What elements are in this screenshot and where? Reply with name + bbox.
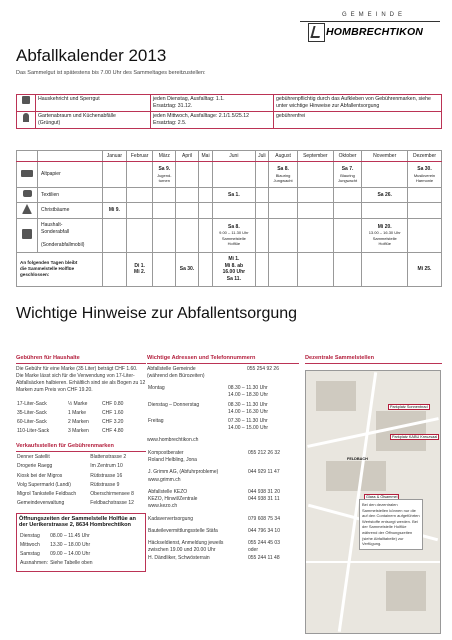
calendar-cell [198, 252, 212, 286]
calendar-month: August [269, 151, 298, 162]
table-cell: 09.00 – 14.00 Uhr [50, 551, 91, 557]
website-link[interactable]: www.hombrechtikon.ch [147, 436, 199, 443]
office-hours-table [147, 384, 297, 434]
table-cell: ½ Marke [67, 400, 88, 407]
table-row [19, 550, 94, 559]
table-cell: Blattenstrasse 2 [90, 454, 127, 460]
shops-heading: Verkaufsstellen für Gebührenmarken [16, 442, 114, 449]
table-row [147, 515, 297, 527]
table-cell: 08.30 – 11.30 Uhr 14.00 – 18.30 Uhr [228, 385, 269, 399]
table-row [17, 112, 442, 129]
collection-points-map [305, 370, 441, 634]
page-title: Abfallkalender 2013 [16, 46, 167, 65]
table-row [147, 449, 297, 469]
table-cell: Häckseldienst, Anmeldung jeweils zwischen 19.00 und 20.00 Uhr H. Dändliker, Schwösterrain [148, 540, 224, 561]
table-cell: gebührenpflichtig durch das Aufkleben von Gebührenmarken, siehe unter wichtige Hinweise zur Abfallentsorgung [274, 95, 442, 112]
table-row [16, 409, 136, 418]
table-cell: Rütistrasse 9 [90, 481, 120, 488]
table-row [16, 472, 144, 481]
table-cell: Dienstag [20, 532, 40, 539]
crest-icon [308, 23, 325, 42]
table-cell: jeden Mittwoch, Ausfalltage: 2.1/1.5/25.12 Ersatztag: 2.5. [151, 112, 274, 129]
calendar-cell [297, 252, 333, 286]
calendar-cell [362, 252, 408, 286]
table-cell: 2 Marken [67, 419, 89, 425]
calendar-cell [362, 162, 408, 188]
logo-gemeinde-text: GEMEINDE [342, 12, 407, 18]
calendar-cell [153, 203, 176, 219]
calendar-cell: Sa 30. [176, 252, 199, 286]
table-cell: gebührenfrei [274, 112, 442, 129]
table-cell: 60-Liter-Sack [17, 419, 47, 425]
calendar-cell [255, 252, 269, 286]
table-cell: Abfallstelle KEZO KEZO, Hinwil/Zentrale www.kezo.ch [148, 488, 198, 510]
table-row [147, 539, 297, 566]
map-heading: Dezentrale Sammelstellen [305, 355, 375, 361]
calendar-month: Oktober [333, 151, 362, 162]
calendar-cell [269, 188, 298, 203]
table-cell: 044 938 31 20 044 938 31 11 [248, 488, 280, 502]
table-cell: Kiosk bei der Migros [17, 472, 63, 479]
table-cell: 07.30 – 11.30 Uhr 14.00 – 15.00 Uhr [228, 418, 269, 432]
table-row [16, 400, 136, 409]
calendar-month: Juli [255, 151, 269, 162]
table-cell: Feldbachstrasse 12 [90, 500, 134, 507]
table-cell: Oberschirmensee 8 [90, 491, 134, 497]
calendar-cell: Sa 30. Musikverein Harmonie [407, 162, 441, 188]
calendar-closed-row [17, 252, 442, 286]
section-title: Wichtige Hinweise zur Abfallentsorgung [16, 305, 298, 322]
calendar-cell [333, 252, 362, 286]
calendar-month: April [176, 151, 199, 162]
fees-table [16, 400, 136, 437]
contacts-table [147, 449, 297, 566]
calendar-cell [198, 188, 212, 203]
table-cell: 13.30 – 18.00 Uhr [50, 541, 91, 548]
fees-heading: Gebühren für Haushalte [16, 355, 80, 361]
table-cell: 110-Liter-Sack [17, 428, 50, 435]
table-cell: 35-Liter-Sack [17, 409, 47, 416]
office-contact: Abfallstelle Gemeinde (während den Bürozeiten) 055 254 92 26 [147, 365, 279, 379]
calendar-cell [176, 188, 199, 203]
table-cell: CHF 4.80 [102, 428, 124, 435]
table-cell: Kadaververtsorgung [148, 515, 194, 522]
calendar-cell [255, 188, 269, 203]
table-cell: Ausnahmen: [20, 560, 49, 567]
table-cell: jeden Dienstag, Ausfalltag: 1.1. Ersatztag: 31.12. [151, 95, 274, 112]
table-cell: Kompostberater Roland Helbling, Jona [148, 449, 197, 463]
calendar-month: November [362, 151, 408, 162]
table-row [147, 488, 297, 515]
table-cell: 055 212 26 32 [248, 449, 280, 456]
opening-hours-box [16, 513, 146, 572]
calendar-cell [198, 162, 212, 188]
logo-name-text: HOMBRECHTIKON [326, 26, 424, 38]
calendar-cell: Mi 20. 13.00 – 16.30 Uhr Sammelstelle Holflüe [362, 218, 408, 252]
table-row [147, 384, 297, 401]
table-row [147, 417, 297, 434]
calendar-cell [213, 162, 255, 188]
table-row [16, 418, 136, 427]
table-cell: Gartenabraum und Küchenabfälle (Grüngut) [36, 112, 151, 129]
calendar-cell [255, 162, 269, 188]
calendar-cell [297, 218, 333, 252]
calendar-cell [269, 203, 298, 219]
calendar-cell [269, 218, 298, 252]
calendar-cell: Sa 26. [362, 188, 408, 203]
table-cell: Migrol Tankstelle Feldbach [17, 491, 77, 497]
table-cell: Im Zentrum 10 [90, 463, 123, 470]
table-cell: 1 Marke [67, 409, 87, 416]
calendar-cell [153, 252, 176, 286]
calendar-month: Juni [213, 151, 255, 162]
calendar-row [17, 188, 442, 203]
table-cell: CHF 0.80 [102, 400, 124, 407]
table-row [16, 481, 144, 490]
table-cell: Freitag [148, 418, 164, 424]
table-cell: Volg Supermarkt (Landi) [17, 481, 71, 488]
table-cell: CHF 1.60 [102, 409, 124, 416]
calendar-row-label: Haushalt- Sonderabfall (Sonderabfallmobil) [38, 218, 103, 252]
calendar-cell: Sa 7. Blauring Jungwacht [333, 162, 362, 188]
table-cell: Bauteilevermittlungsstelle Stäfa [148, 527, 218, 534]
map-label: Glass & Ölsammel [366, 495, 398, 499]
calendar-cell [297, 188, 333, 203]
calendar-cell [176, 218, 199, 252]
calendar-cell [407, 203, 441, 219]
calendar-cell [198, 203, 212, 219]
calendar-cell: Sa 8. Blauring Jungwacht [269, 162, 298, 188]
calendar-cell: Mi 9. [103, 203, 127, 219]
table-cell: CHF 3.20 [102, 419, 124, 425]
calendar-cell [103, 252, 127, 286]
calendar-cell [126, 188, 153, 203]
calendar-cell: Di 1. Mi 2. [126, 252, 153, 286]
table-row [19, 559, 94, 568]
calendar-month-header [17, 151, 442, 162]
closed-label: An folgenden Tagen bleibt die Sammelstelle Holflüe geschlossen: [17, 252, 103, 286]
table-row [19, 541, 94, 550]
table-cell: 044 929 11 47 [248, 469, 280, 476]
hours-heading: Öffnungszeiten der Sammelstelle Holflüe an der Uerikerstrasse 2, 8634 Hombrechtikon [19, 515, 136, 528]
map-note: Bei den dezentralen Sammelstellen können nur die auf den Containern aufgeführten Wertstoffe entsorgt werden. Bei der Sammelstelle Holflüe während der Öffnungszeiten (siehe Abfalltabelle) zur Verfügung. [359, 499, 423, 550]
calendar-cell: Sa 8. 9.00 – 11.30 Uhr Sammelstelle Holflüe [213, 218, 255, 252]
table-cell: J. Grimm AG, (Abfuhrprobleme) www.grimm.ch [148, 469, 219, 483]
calendar-row [17, 203, 442, 219]
hours-table [19, 532, 94, 569]
map-label: Parkplatz Sonnenbrad [390, 405, 428, 409]
calendar-cell [126, 162, 153, 188]
calendar-cell [153, 218, 176, 252]
table-row [147, 468, 297, 488]
logo-divider [300, 21, 440, 22]
calendar-month: März [153, 151, 176, 162]
calendar-cell [103, 218, 127, 252]
table-cell: Gemeindeverwaltung [17, 500, 65, 507]
table-row [147, 527, 297, 539]
calendar-cell: Sa 1. [213, 188, 255, 203]
fees-text: Die Gebühr für eine Marke (35 Liter) beträgt CHF 1.60. Die Marke lässt sich für die Verwendung von 17-Liter-Abfallsäcken halbieren. Erhältlich sind sie als Bogen zu 12 Marken zum Preis von CHF 19.20. [16, 365, 146, 394]
table-row [16, 462, 144, 471]
calendar-cell: Sa 9. Jugend- turnen [153, 162, 176, 188]
bag-icon [17, 95, 36, 112]
map-section [305, 355, 442, 366]
table-row [16, 427, 136, 436]
table-cell: 17-Liter-Sack [17, 400, 47, 407]
paper-icon [17, 162, 38, 188]
table-row [19, 532, 94, 541]
table-row [16, 453, 144, 462]
table-cell: 08.30 – 11.30 Uhr 14.00 – 16.30 Uhr [228, 401, 269, 415]
calendar-cell [176, 162, 199, 188]
calendar-cell [407, 218, 441, 252]
map-label: FELDBACH [347, 457, 368, 461]
calendar-cell [269, 252, 298, 286]
calendar-cell [198, 218, 212, 252]
calendar-month: Dezember [407, 151, 441, 162]
table-cell: 055 244 45 03 oder 055 244 11 48 [248, 540, 280, 561]
fees-section [16, 355, 146, 572]
calendar-cell [103, 188, 127, 203]
calendar-cell [333, 218, 362, 252]
calendar-month: September [297, 151, 333, 162]
collection-calendar [16, 150, 442, 287]
table-cell: Montag [148, 385, 165, 391]
calendar-row-label: Textilien [38, 188, 103, 203]
tree-icon [17, 203, 38, 219]
calendar-row [17, 162, 442, 188]
table-cell: 3 Marken [67, 428, 89, 435]
table-cell: 08.00 – 11.45 Uhr [50, 532, 90, 539]
calendar-cell [255, 218, 269, 252]
calendar-month: Januar [103, 151, 127, 162]
page-subtitle: Das Sammelgut ist spätestens bis 7.00 Uhr des Sammeltages bereitzustellen: [16, 70, 206, 76]
table-cell: Siehe Tabelle oben [50, 560, 93, 567]
municipality-logo [300, 12, 440, 46]
calendar-cell [362, 203, 408, 219]
calendar-row [17, 218, 442, 252]
calendar-cell [103, 162, 127, 188]
table-cell: Samstag [20, 551, 40, 557]
calendar-cell [255, 203, 269, 219]
calendar-cell [126, 218, 153, 252]
calendar-row-label: Christbäume [38, 203, 103, 219]
map-label: Parkplatz KABU Kreuzsaal [392, 435, 438, 439]
hazard-icon [17, 218, 38, 252]
table-row [17, 95, 442, 112]
table-cell: Dienstag – Donnerstag [148, 401, 200, 408]
plant-icon [17, 112, 36, 129]
table-cell: Hauskehricht und Sperrgut [36, 95, 151, 112]
calendar-month: Februar [126, 151, 153, 162]
calendar-cell [407, 188, 441, 203]
calendar-cell [176, 203, 199, 219]
table-row [16, 499, 144, 508]
contacts-heading: Wichtige Adressen und Telefonnummern [147, 355, 256, 361]
calendar-cell [213, 203, 255, 219]
table-cell: Drogerie Raegg [17, 463, 53, 470]
calendar-cell: Mi 1. Mi 8. ab 16.00 Uhr Sa 11. [213, 252, 255, 286]
calendar-cell: Mi 25. [407, 252, 441, 286]
calendar-cell [153, 188, 176, 203]
collection-summary-table [16, 94, 442, 129]
table-row [16, 490, 144, 499]
shops-table [16, 453, 144, 509]
calendar-cell [333, 203, 362, 219]
calendar-cell [126, 203, 153, 219]
textile-icon [17, 188, 38, 203]
contacts-section [147, 355, 299, 566]
calendar-cell [333, 188, 362, 203]
table-cell: Denner Satellit [17, 454, 50, 460]
table-cell: Rütistrasse 16 [90, 472, 123, 479]
calendar-month: Mai [198, 151, 212, 162]
table-cell: 079 608 75 34 [248, 515, 280, 522]
calendar-cell [297, 203, 333, 219]
calendar-row-label: Altpapier [38, 162, 103, 188]
table-cell: Mittwoch [20, 541, 40, 548]
table-cell: 044 796 34 10 [248, 527, 280, 534]
calendar-cell [297, 162, 333, 188]
table-row [147, 401, 297, 418]
